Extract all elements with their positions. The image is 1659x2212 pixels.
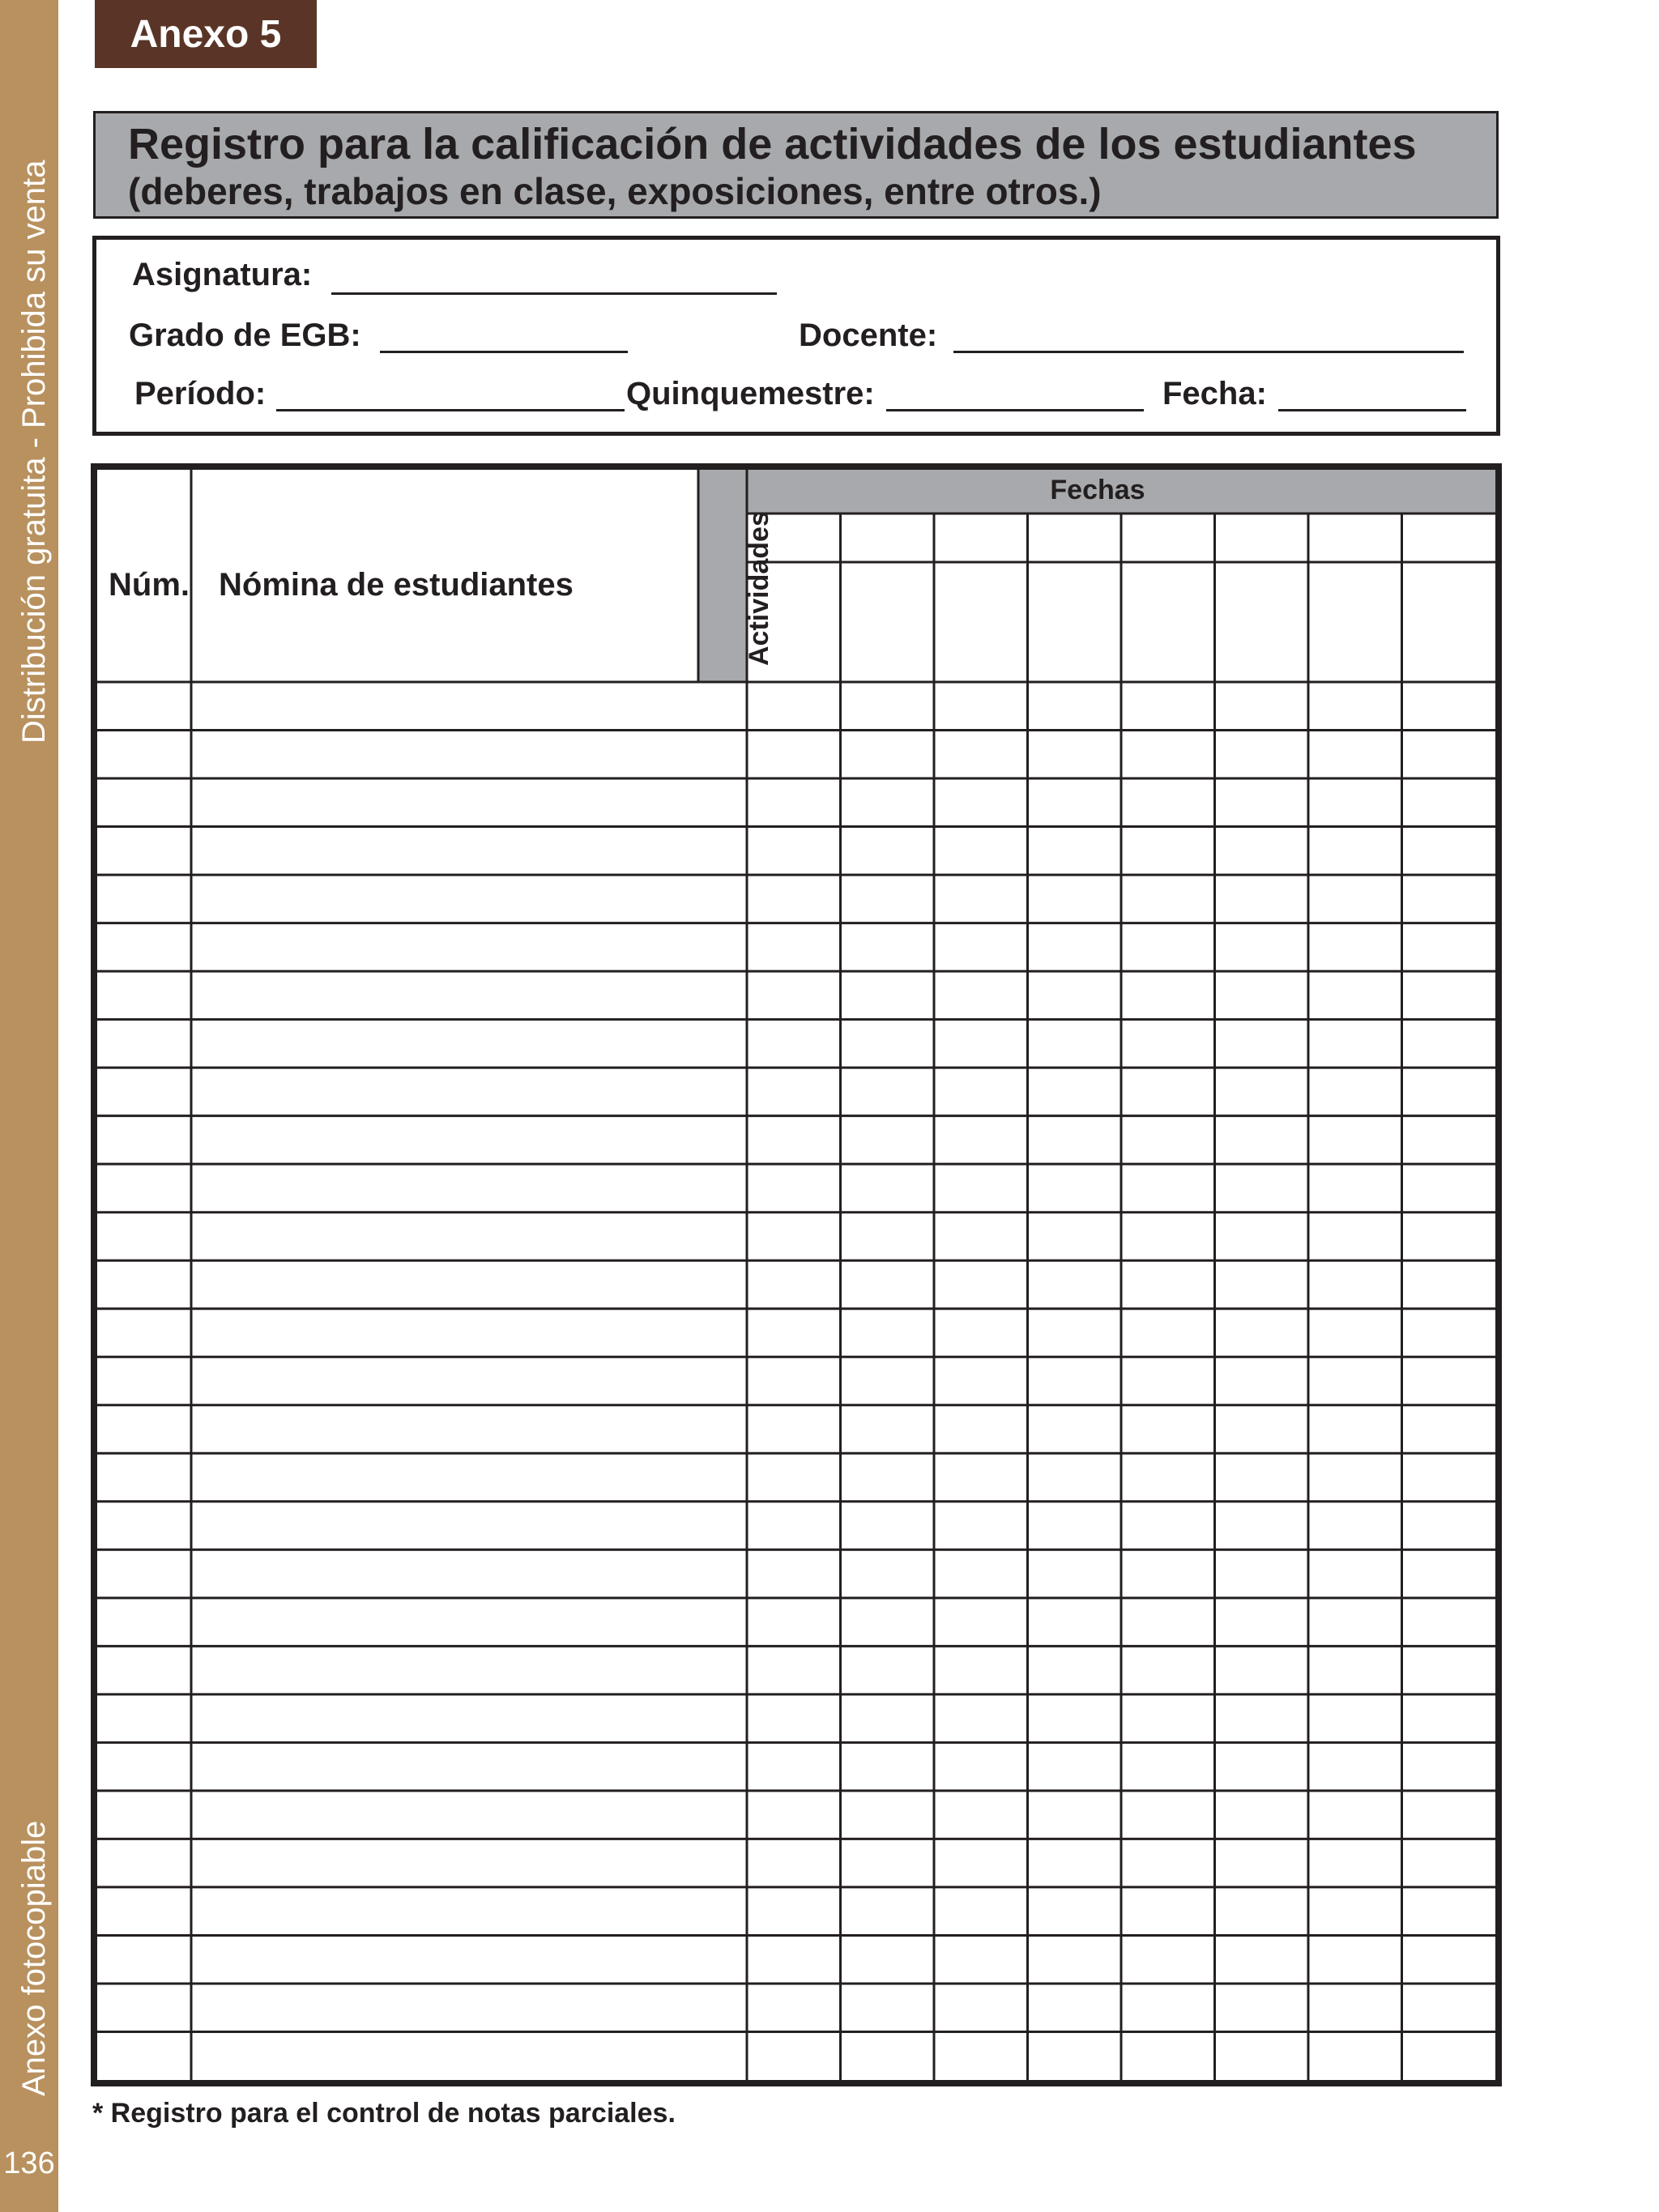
page-subtitle: (deberes, trabajos en clase, exposiciones, entre otros.) xyxy=(128,170,1102,212)
grading-table xyxy=(91,463,1502,2086)
fecha-label: Fecha: xyxy=(1162,376,1267,411)
title-box xyxy=(93,111,1499,219)
col-header-fechas: Fechas xyxy=(1050,475,1145,505)
col-header-num: Núm. xyxy=(109,567,190,603)
actividades-header-band xyxy=(698,470,747,682)
fecha-field xyxy=(1162,376,1267,412)
periodo-label: Período: xyxy=(134,376,267,411)
annex-tag: Anexo 5 xyxy=(95,0,317,68)
quinquemestre-field xyxy=(626,376,875,412)
docente-field xyxy=(799,318,937,354)
col-header-actividades: Actividades xyxy=(744,511,774,666)
asignatura-field xyxy=(132,257,312,293)
sidebar-bottom-text: Anexo fotocopiable xyxy=(16,1820,52,2096)
footnote: * Registro para el control de notas parciales. xyxy=(92,2098,676,2129)
grado-field xyxy=(129,318,361,354)
asignatura-label: Asignatura: xyxy=(132,257,313,292)
grading-grid xyxy=(97,470,1495,2080)
periodo-field xyxy=(134,376,266,412)
quinquemestre-label: Quinquemestre: xyxy=(626,376,875,411)
info-form xyxy=(92,236,1500,436)
sidebar-top-text: Distribución gratuita - Prohibida su venta xyxy=(16,160,52,744)
page-number: 136 xyxy=(3,2146,55,2180)
grado-label: Grado de EGB: xyxy=(129,318,361,353)
page-title: Registro para la calificación de actividades de los estudiantes xyxy=(128,120,1417,168)
col-header-nomina: Nómina de estudiantes xyxy=(219,567,574,603)
docente-label: Docente: xyxy=(799,318,938,353)
